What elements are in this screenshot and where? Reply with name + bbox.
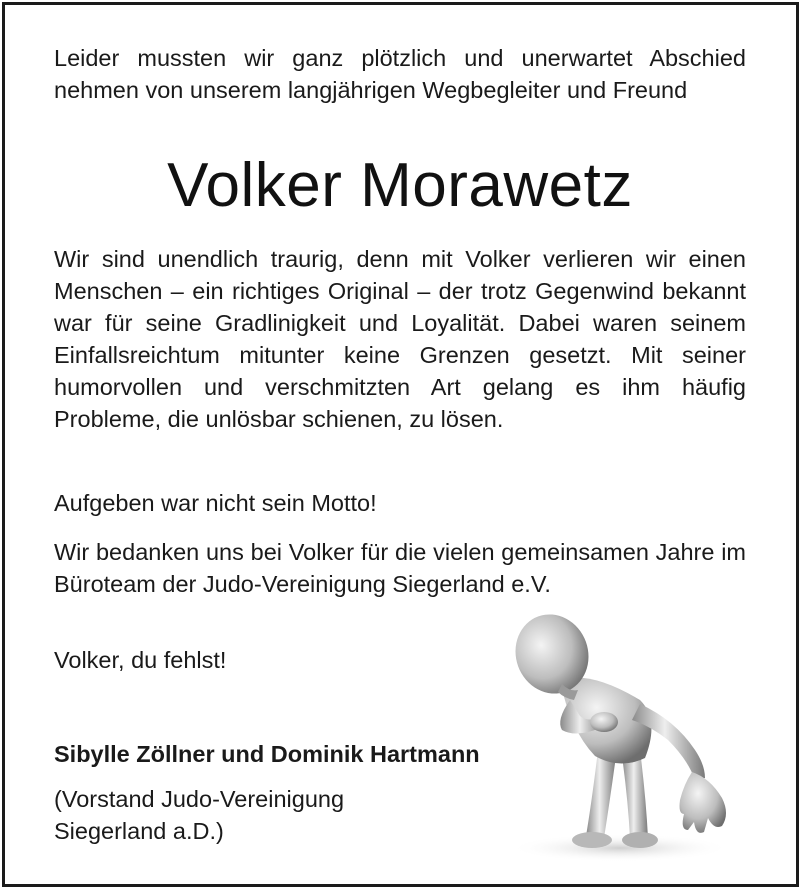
tribute-text: Wir sind unendlich traurig, denn mit Volker verlieren wir einen Menschen – ein richtiges Original – der trotz Gegenwind bekannt war für seine Gradlinigkeit und Loyalität. Dabei waren seinem Einfallsreichtum mitunter keine Grenzen gesetzt. Mit seiner humorvollen und verschmitzten Art gelang es ihm häufig Probleme, die unlösbar schienen, zu lösen.	[54, 246, 746, 432]
thanks-text: Wir bedanken uns bei Volker für die vielen gemeinsamen Jahre im Büroteam der Judo-Vereinigung Siegerland e.V.	[54, 539, 746, 597]
signers: Sibylle Zöllner und Dominik Hartmann	[54, 741, 480, 767]
deceased-name: Volker Morawetz	[167, 151, 633, 220]
role-line-2: Siegerland a.D.)	[54, 818, 224, 844]
bowing-figure-icon	[500, 600, 770, 870]
farewell-text: Volker, du fehlst!	[54, 647, 227, 673]
signers-role	[54, 783, 344, 847]
motto-text: Aufgeben war nicht sein Motto!	[54, 490, 377, 516]
role-line-1: (Vorstand Judo-Vereinigung	[54, 786, 345, 812]
intro-text: Leider mussten wir ganz plötzlich und unerwartet Abschied nehmen von unserem langjährigen Wegbegleiter und Freund	[54, 45, 746, 103]
